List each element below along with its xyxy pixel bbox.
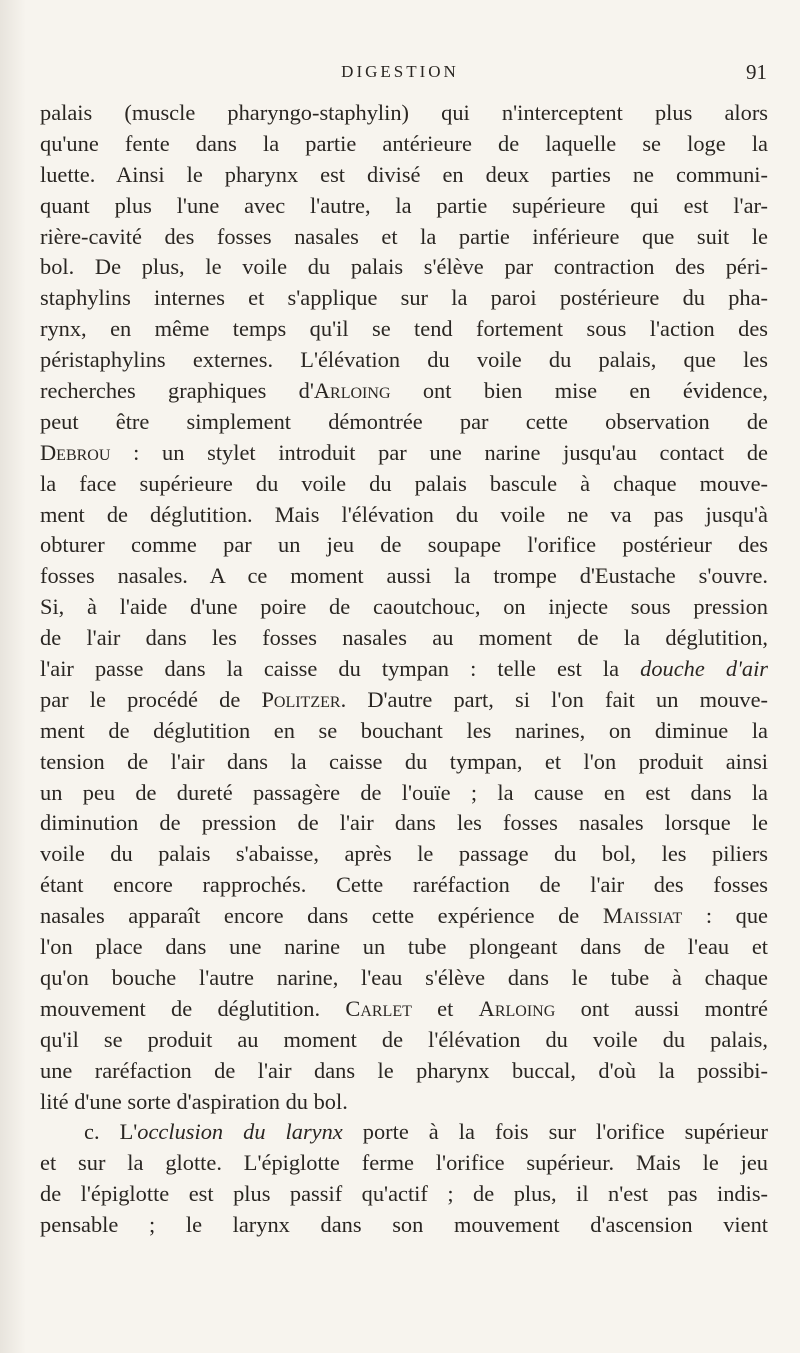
running-head: DIGESTION [341,62,459,81]
author-name-maissiat: Maissiat [602,903,683,929]
author-name-politzer: Politzer [261,686,341,712]
author-name-arloing-2: Arloing [478,995,556,1021]
text-line: qu'il se produit au moment de l'élévation du voile du palais, [40,1026,768,1052]
text-line: ment de déglutition. Mais l'élévation du voile ne va pas jusqu'à [40,501,768,527]
text-line: quant plus l'une avec l'autre, la partie supérieure qui est l'ar- [40,192,768,218]
text-line: et sur la glotte. L'épiglotte ferme l'orifice supérieur. Mais le jeu [40,1150,768,1176]
text-line: ment de déglutition en se bouchant les narines, on diminue la [40,717,768,743]
text-line: rière-cavité des fosses nasales et la partie inférieure que suit le [40,223,768,249]
text-line-debrou: Debrou : un stylet introduit par une narine jusqu'au contact de [40,439,768,465]
text-line: palais (muscle pharyngo-staphylin) qui n'interceptent plus alors [40,100,768,125]
text-line: peut être simplement démontrée par cette observation de [40,408,768,434]
text-line: diminution de pression de l'air dans les fosses nasales lorsque le [40,810,768,836]
text-line-maissiat: nasales apparaît encore dans cette expérience de Maissiat : que [40,903,768,929]
text-line-occlusion: c. L'occlusion du larynx porte à la fois sur l'orifice supérieur [84,1119,768,1145]
text-line-carlet-arloing: mouvement de déglutition. Carlet et Arloing ont aussi montré [40,995,769,1021]
text-line: étant encore rapprochés. Cette raréfaction de l'air des fosses [40,872,768,898]
text-line-politzer: par le procédé de Politzer. D'autre part, si l'on fait un mouve- [40,686,768,712]
author-name-debrou: Debrou [40,439,111,465]
author-name-arloing: Arloing [313,378,391,404]
text-line: péristaphylins externes. L'élévation du voile du palais, que les [40,347,768,373]
text-line: fosses nasales. A ce moment aussi la trompe d'Eustache s'ouvre. [40,563,768,589]
text-line: qu'on bouche l'autre narine, l'eau s'élève dans le tube à chaque [40,964,768,990]
text-line: qu'une fente dans la partie antérieure de laquelle se loge la [40,130,768,156]
text-line: un peu de dureté passagère de l'ouïe ; la cause en est dans la [40,779,768,805]
text-line: de l'épiglotte est plus passif qu'actif ; de plus, il n'est pas indis- [40,1181,768,1207]
body-text [40,98,768,1241]
text-line: la face supérieure du voile du palais bascule à chaque mouve- [40,470,768,496]
text-line: obturer comme par un jeu de soupape l'orifice postérieur des [40,532,768,558]
page-number: 91 [746,60,767,84]
text-line: bol. De plus, le voile du palais s'élève par contraction des péri- [40,254,768,280]
text-line-paragraph-end: lité d'une sorte d'aspiration du bol. [40,1088,348,1114]
text-line: tension de l'air dans la caisse du tympan, et l'on produit ainsi [40,748,768,774]
text-line: Si, à l'aide d'une poire de caoutchouc, on injecte sous pression [40,594,768,620]
text-line: staphylins internes et s'applique sur la paroi postérieure du pha- [40,285,768,311]
author-name-carlet: Carlet [345,995,412,1021]
emphasis-douche: douche d'air [640,656,768,682]
text-line: de l'air dans les fosses nasales au moment de la déglutition, [40,625,768,651]
page-header [0,62,800,92]
text-line: pensable ; le larynx dans son mouvement d'ascension vient [40,1212,768,1238]
text-line: luette. Ainsi le pharynx est divisé en deux parties ne communi- [40,161,768,187]
text-line: une raréfaction de l'air dans le pharynx buccal, d'où la possibi- [40,1057,768,1083]
text-line-arloing: recherches graphiques d'Arloing ont bien mise en évidence, [40,378,769,404]
text-line: rynx, en même temps qu'il se tend fortement sous l'action des [40,316,768,342]
page-binding-shadow [0,0,26,1353]
emphasis-occlusion: occlusion du larynx [137,1119,343,1145]
text-line: voile du palais s'abaisse, après le passage du bol, les piliers [40,841,768,867]
text-line-douche: l'air passe dans la caisse du tympan : telle est la douche d'air [40,656,768,682]
text-line: l'on place dans une narine un tube plongeant dans de l'eau et [40,934,768,960]
